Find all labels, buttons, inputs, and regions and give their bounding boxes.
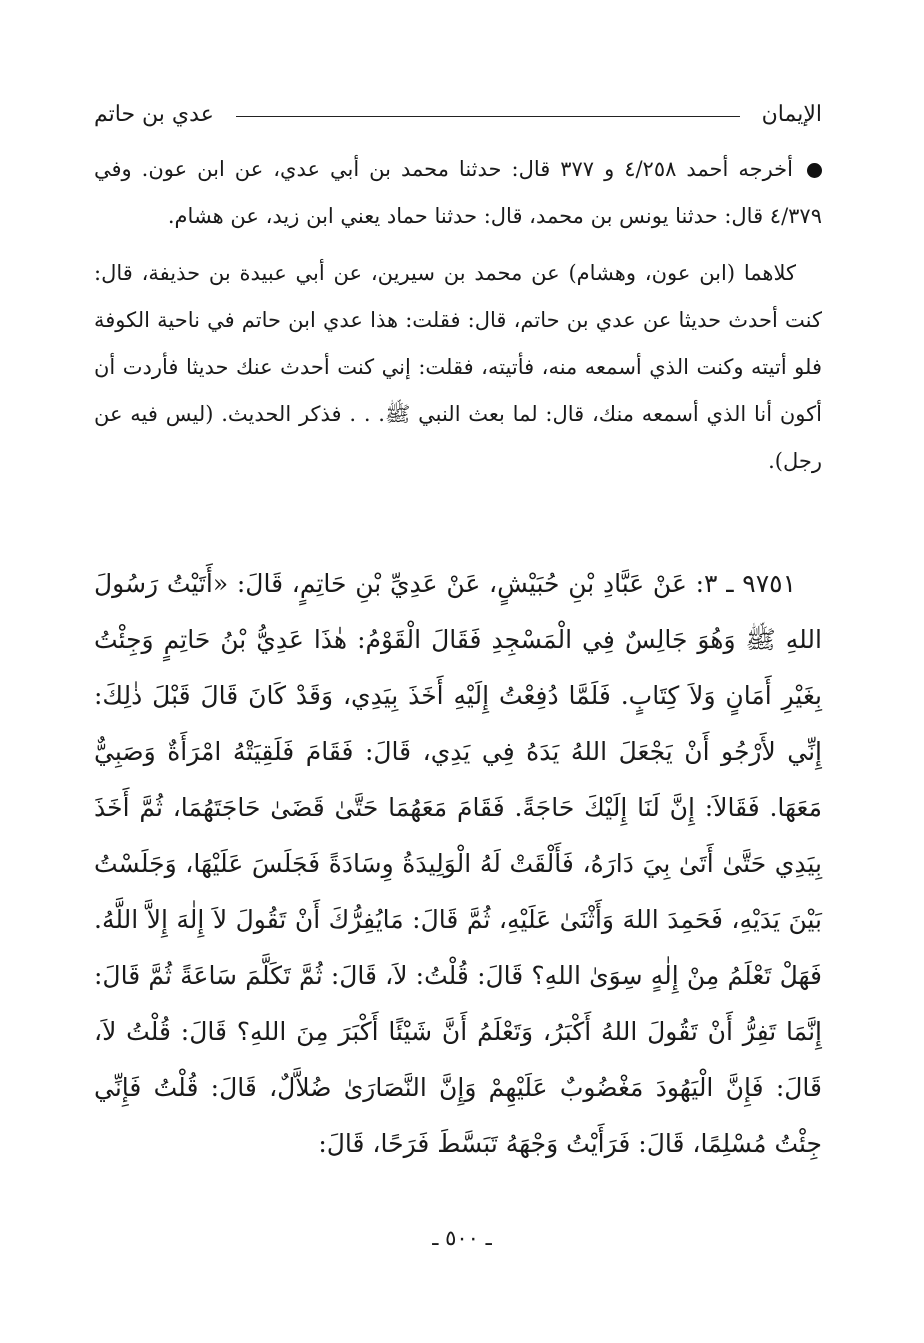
section-title: الإيمان	[761, 101, 822, 127]
takhrij-notes	[94, 146, 822, 485]
page-number: ـ ٥٠٠ ـ	[432, 1226, 492, 1250]
hadith-text-block	[94, 556, 822, 1172]
hadith-text: ٩٧٥١ ـ ٣: عَنْ عَبَّادِ بْنِ حُبَيْشٍ، عَنْ عَدِيِّ بْنِ حَاتِمٍ، قَالَ: «أَتَيْتُ رَسُولَ اللهِ ﷺ وَهُوَ جَالِسٌ فِي الْمَسْجِدِ فَقَالَ الْقَوْمُ: هٰذَا عَدِيُّ بْنُ حَاتِمٍ وَجِئْتُ بِغَيْرِ أَمَانٍ وَلاَ كِتَابٍ. فَلَمَّا دُفِعْتُ إِلَيْهِ أَخَذَ بِيَدِي، وَقَدْ كَانَ قَالَ قَبْلَ ذٰلِكَ: إِنِّي لأَرْجُو أَنْ يَجْعَلَ اللهُ يَدَهُ فِي يَدِي، قَالَ: فَقَامَ فَلَقِيَتْهُ امْرَأَةٌ وَصَبِيٌّ مَعَهَا. فَقَالاَ: إِنَّ لَنَا إِلَيْكَ حَاجَةً. فَقَامَ مَعَهُمَا حَتَّىٰ قَضَىٰ حَاجَتَهُمَا، ثُمَّ أَخَذَ بِيَدِي حَتَّىٰ أَتَىٰ بِيَ دَارَهُ، فَأَلْقَتْ لَهُ الْوَلِيدَةُ وِسَادَةً فَجَلَسَ عَلَيْهَا، وَجَلَسْتُ بَيْنَ يَدَيْهِ، فَحَمِدَ اللهَ وَأَثْنَىٰ عَلَيْهِ، ثُمَّ قَالَ: مَايُفِرُّكَ أَنْ تَقُولَ لاَ إِلٰهَ إِلاَّ اللَّهُ. فَهَلْ تَعْلَمُ مِنْ إِلٰهٍ سِوَىٰ اللهِ؟ قَالَ: قُلْتُ: لاَ، قَالَ: ثُمَّ تَكَلَّمَ سَاعَةً ثُمَّ قَالَ: إِنَّمَا تَفِرُّ أَنْ تَقُولَ اللهُ أَكْبَرُ، وَتَعْلَمُ أَنَّ شَيْئًا أَكْبَرَ مِنَ اللهِ؟ قَالَ: قُلْتُ لاَ، قَالَ: فَإِنَّ الْيَهُودَ مَغْضُوبٌ عَلَيْهِمْ وَإِنَّ النَّصَارَىٰ ضُلاَّلٌ، قَالَ: قُلْتُ فَإِنِّي جِئْتُ مُسْلِمًا، قَالَ: فَرَأَيْتُ وَجْهَهُ تَبَسَّطَ فَرَحًا، قَالَ:	[94, 569, 822, 1158]
chapter-title: عدي بن حاتم	[94, 101, 214, 127]
notes-paragraph-2-text: كلاهما (ابن عون، وهشام) عن محمد بن سيرين، عن أبي عبيدة بن حذيفة، قال: كنت أحدث حديثا عن عدي بن حاتم، قال: فقلت: هذا عدي ابن حاتم في ناحية الكوفة فلو أتيته وكنت الذي أسمعه منه، فأتيته، فقلت: إني كنت أحدث عنك حديثا فأردت أن أكون أنا الذي أسمعه منك، قال: لما بعث النبي ﷺ. . . فذكر الحديث. (ليس فيه عن رجل).	[94, 261, 822, 473]
header-rule	[236, 116, 740, 117]
running-header	[94, 88, 822, 140]
notes-paragraph	[94, 146, 822, 240]
bullet-icon	[807, 163, 822, 178]
notes-paragraph-1-text: أخرجه أحمد ٤/٢٥٨ و ٣٧٧ قال: حدثنا محمد بن أبي عدي، عن ابن عون. وفي ٤/٣٧٩ قال: حدثنا يونس بن محمد، قال: حدثنا حماد يعني ابن زيد، عن هشام.	[94, 157, 822, 228]
